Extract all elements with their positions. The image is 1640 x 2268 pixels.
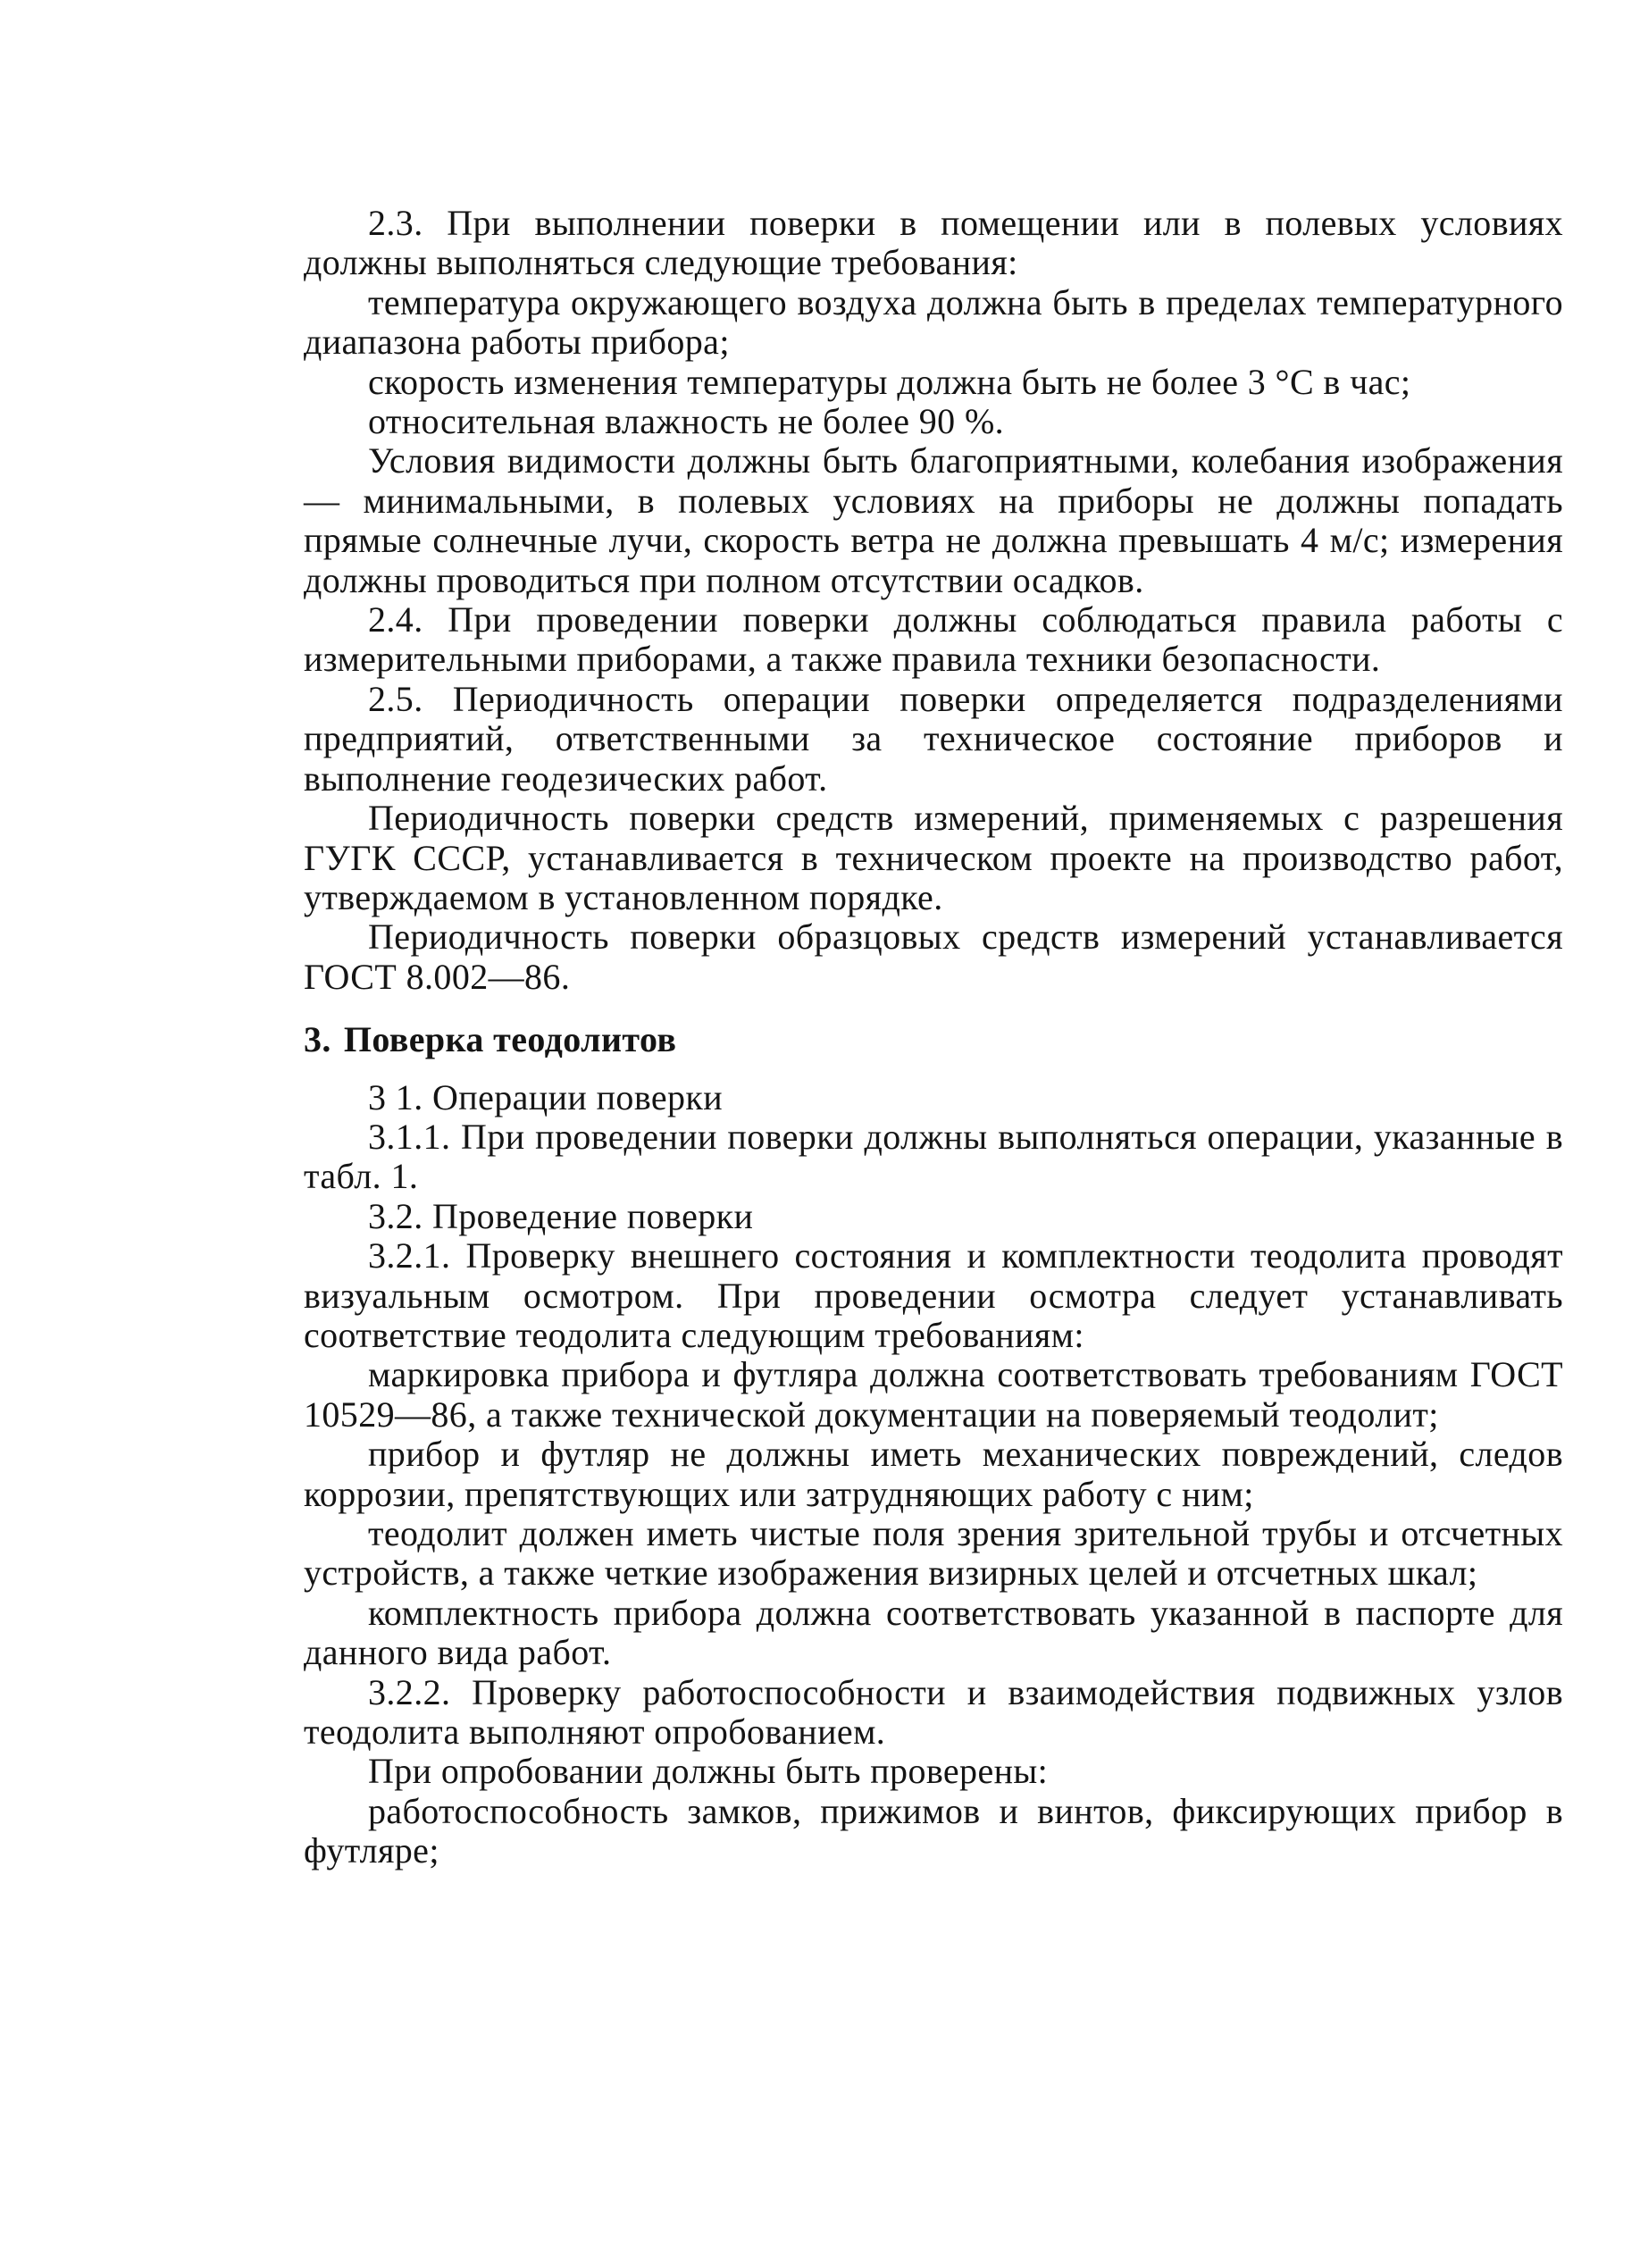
check-locks: работоспособность замков, прижимов и винтов, фиксирующих прибор в футляре; [304,1790,1563,1871]
section-3-heading [304,1020,1563,1059]
paragraph-3-1: 3 1. Операции поверки [368,1076,724,1117]
requirement-no-damage: прибор и футляр не должны иметь механических повреждений, следов коррозии, препятствующих или затрудняющих работу с ним; [304,1434,1563,1514]
requirement-clean-fields: теодолит должен иметь чистые поля зрения зрительной трубы и отсчетных устройств, а также четкие изображения визирных целей и отсчетных шкал; [304,1513,1563,1594]
paragraph-periodicity-gugk: Периодичность поверки средств измерений, применяемых с разрешения ГУГК СССР, устанавливается в техническом проекте на производство работ, утверждаемом в установленном порядке. [304,798,1563,917]
paragraph-3-1-1: 3.1.1. При проведении поверки должны выполняться операции, указанные в табл. 1. [304,1116,1563,1197]
requirement-marking: маркировка прибора и футляра должна соответствовать требованиям ГОСТ 10529—86, а также технической документации на поверяемый теодолит; [304,1354,1563,1435]
document-page [304,204,1563,1871]
paragraph-periodicity-reference: Периодичность поверки образцовых средств измерений устанавливается ГОСТ 8.002—86. [304,916,1563,997]
requirement-humidity: относительная влажность не более 90 %. [368,401,1005,442]
paragraph-2-5: 2.5. Периодичность операции поверки определяется подразделениями предприятий, ответственными за техническое состояние приборов и выполнение геодезических работ. [304,678,1563,799]
paragraph-2-4: 2.4. При проведении поверки должны соблюдаться правила работы с измерительными приборами, а также правила техники безопасности. [304,599,1563,680]
section-3-number: 3. [304,1019,331,1060]
section-3-title: Поверка теодолитов [343,1019,677,1060]
paragraph-3-2: 3.2. Проведение поверки [368,1195,754,1236]
paragraph-3-2-1: 3.2.1. Проверку внешнего состояния и комплектности теодолита проводят визуальным осмотром. При проведении осмотра следует устанавливать соответствие теодолита следующим требованиям: [304,1235,1563,1355]
requirement-temperature-rate: скорость изменения температуры должна быть не более 3 °С в час; [368,361,1411,402]
requirement-temperature: температура окружающего воздуха должна быть в пределах температурного диапазона работы прибора; [304,281,1563,363]
paragraph-visibility: Условия видимости должны быть благоприятными, колебания изображения — минимальными, в полевых условиях на приборы не должны попадать прямые солнечные лучи, скорость ветра не должна превышать 4 м/с; измерения должны проводиться при полном отсутствии осадков. [304,440,1563,600]
requirement-completeness: комплектность прибора должна соответствовать указанной в паспорте для данного вида работ. [304,1592,1563,1673]
paragraph-3-2-2: 3.2.2. Проверку работоспособности и взаимодействия подвижных узлов теодолита выполняют опробованием. [304,1671,1563,1753]
paragraph-check-intro: При опробовании должны быть проверены: [368,1751,1049,1792]
paragraph-2-3: 2.3. При выполнении поверки в помещении или в полевых условиях должны выполняться следующие требования: [304,203,1563,283]
